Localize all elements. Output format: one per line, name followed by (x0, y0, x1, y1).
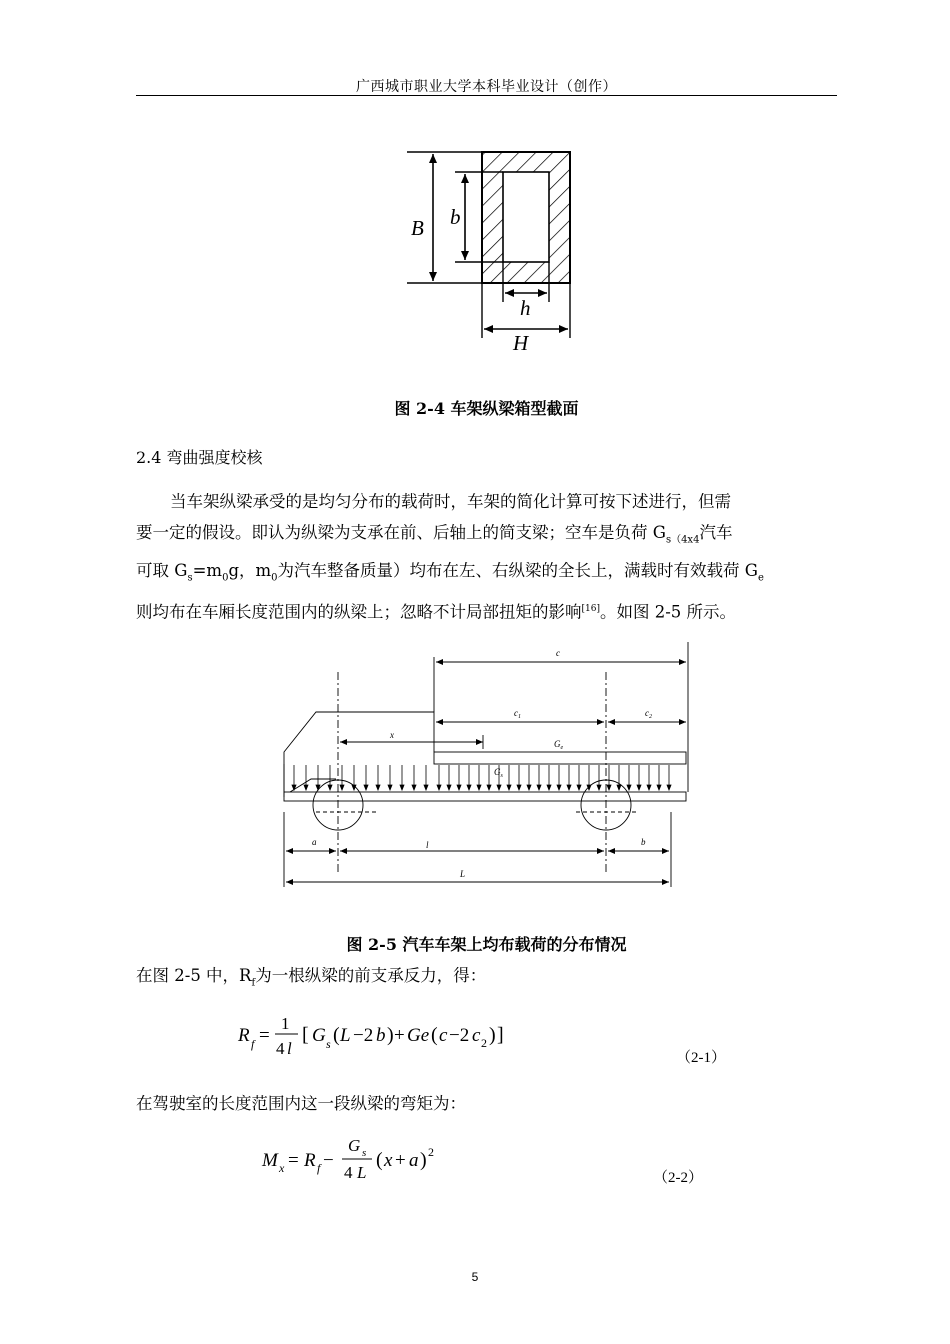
load-distribution-diagram (276, 642, 696, 892)
body-paragraph-3: 在驾驶室的长度范围内这一段纵梁的弯矩为： (136, 1094, 466, 1113)
label-b: b (641, 837, 646, 847)
svg-text:=: = (288, 1150, 299, 1171)
load-arrowhead (304, 785, 308, 790)
svg-text:L: L (357, 1163, 367, 1182)
load-arrowhead (292, 785, 296, 790)
load-arrowhead (637, 785, 641, 790)
label-a: a (312, 837, 317, 847)
equation-2-1-number: （2-1） (676, 1050, 726, 1066)
load-arrowhead (340, 785, 344, 790)
label-B: B (411, 216, 424, 240)
page-header: 广西城市职业大学本科毕业设计（创作） (356, 79, 617, 95)
load-arrowhead (328, 785, 332, 790)
svg-text:): ) (420, 1149, 427, 1171)
cargo-box (434, 752, 686, 764)
svg-text:−: − (323, 1150, 334, 1171)
svg-text:2: 2 (481, 1036, 487, 1050)
load-arrowhead (537, 785, 541, 790)
load-arrowhead (647, 785, 651, 790)
figure-2-5-caption: 图 2-5 汽车车架上均布载荷的分布情况 (346, 935, 627, 954)
svg-text:R: R (304, 1150, 316, 1171)
svg-text:R: R (238, 1025, 250, 1046)
equation-2-2 (258, 1132, 458, 1184)
cab-outline (284, 712, 434, 797)
svg-text:f: f (317, 1161, 321, 1175)
load-arrowhead (557, 785, 561, 790)
label-c: c (556, 648, 560, 658)
section-heading: 2.4 弯曲强度校核 (136, 448, 263, 467)
load-arrowhead (487, 785, 491, 790)
svg-text:[: [ (302, 1024, 309, 1046)
frame-beam (284, 792, 686, 801)
svg-text:1: 1 (281, 1014, 290, 1033)
load-arrowhead (527, 785, 531, 790)
load-arrowhead (467, 785, 471, 790)
label-x: x (390, 730, 394, 740)
load-arrowhead (400, 785, 404, 790)
label-c1: $c_1$ (514, 708, 521, 720)
load-arrowhead (437, 785, 441, 790)
equation-2-1 (236, 1010, 526, 1062)
label-H: H (513, 331, 529, 355)
load-arrowhead (507, 785, 511, 790)
load-arrowhead (587, 785, 591, 790)
label-c2: $c_2$ (645, 708, 652, 720)
svg-text:x: x (279, 1161, 285, 1175)
box-section-diagram (395, 140, 595, 360)
load-arrowhead (364, 785, 368, 790)
load-arrowhead (424, 785, 428, 790)
load-arrowhead (376, 785, 380, 790)
load-arrowhead (607, 785, 611, 790)
svg-text:G: G (312, 1025, 326, 1046)
load-arrowhead (667, 785, 671, 790)
svg-text:(: ( (333, 1024, 340, 1046)
svg-text:c: c (439, 1025, 448, 1046)
distributed-load-arrows (292, 765, 671, 790)
svg-text:−2: −2 (449, 1025, 470, 1046)
svg-text:): ) (489, 1024, 496, 1046)
label-Gs: $G_s$ (494, 767, 503, 779)
svg-text:c: c (472, 1025, 481, 1046)
load-arrowhead (477, 785, 481, 790)
svg-text:l: l (287, 1039, 292, 1058)
load-arrowhead (597, 785, 601, 790)
svg-text:(: ( (431, 1024, 438, 1046)
svg-text:]: ] (497, 1024, 504, 1046)
load-arrowhead (412, 785, 416, 790)
load-arrowhead (457, 785, 461, 790)
svg-text:Ge: Ge (407, 1025, 430, 1046)
header-rule (136, 95, 837, 96)
svg-text:s: s (362, 1147, 367, 1159)
equation-2-2-number: （2-2） (653, 1170, 703, 1186)
svg-text:+: + (394, 1025, 405, 1046)
svg-text:4: 4 (276, 1039, 285, 1058)
load-arrowhead (547, 785, 551, 790)
inner-cavity (503, 172, 549, 262)
load-arrowhead (497, 785, 501, 790)
load-arrowhead (627, 785, 631, 790)
svg-text:G: G (348, 1136, 361, 1155)
load-arrowhead (388, 785, 392, 790)
body-paragraph-1: 当车架纵梁承受的是均匀分布的载荷时，车架的简化计算可按下述进行，但需 要一定的假设。即认为纵梁为支承在前、后轴上的简支梁；空车是负荷 $G_{s(4x4}$汽车 可取 $G_s=m_0g$，$m_0$为汽车整备质量）均布在左、右纵梁的全长上，满载时有效载荷 $G_e$ 则均布在车厢长度范围内的纵梁上；忽略不计局部扭矩的影响[16]。如图 2-5 所示。 (136, 492, 764, 622)
svg-text:4: 4 (344, 1163, 353, 1182)
svg-text:+: + (395, 1150, 406, 1171)
svg-text:a: a (409, 1150, 419, 1171)
load-arrowhead (577, 785, 581, 790)
load-arrowhead (567, 785, 571, 790)
svg-text:b: b (376, 1025, 386, 1046)
svg-text:=: = (259, 1025, 270, 1046)
svg-text:2: 2 (428, 1145, 434, 1159)
load-arrowhead (352, 785, 356, 790)
label-b: b (450, 205, 461, 229)
load-arrowhead (316, 785, 320, 790)
svg-text:s: s (326, 1037, 331, 1051)
svg-text:(: ( (376, 1149, 383, 1171)
svg-text:f: f (251, 1037, 255, 1051)
load-arrowhead (517, 785, 521, 790)
load-arrowhead (657, 785, 661, 790)
load-arrowhead (447, 785, 451, 790)
figure-2-4-caption: 图 2-4 车架纵梁箱型截面 (394, 399, 579, 418)
label-l: l (426, 840, 429, 850)
svg-text:x: x (384, 1150, 393, 1171)
label-Ge: $G_e$ (554, 739, 564, 751)
load-arrowhead (617, 785, 621, 790)
svg-text:): ) (387, 1024, 394, 1046)
svg-text:M: M (262, 1150, 278, 1171)
svg-text:L: L (340, 1025, 351, 1046)
label-h: h (520, 296, 531, 320)
page-number: 5 (471, 1270, 479, 1284)
label-L: L (460, 869, 466, 879)
svg-text:−2: −2 (353, 1025, 374, 1046)
body-paragraph-2: 在图 2-5 中，$R_f$为一根纵梁的前支承反力，得： (136, 966, 487, 989)
